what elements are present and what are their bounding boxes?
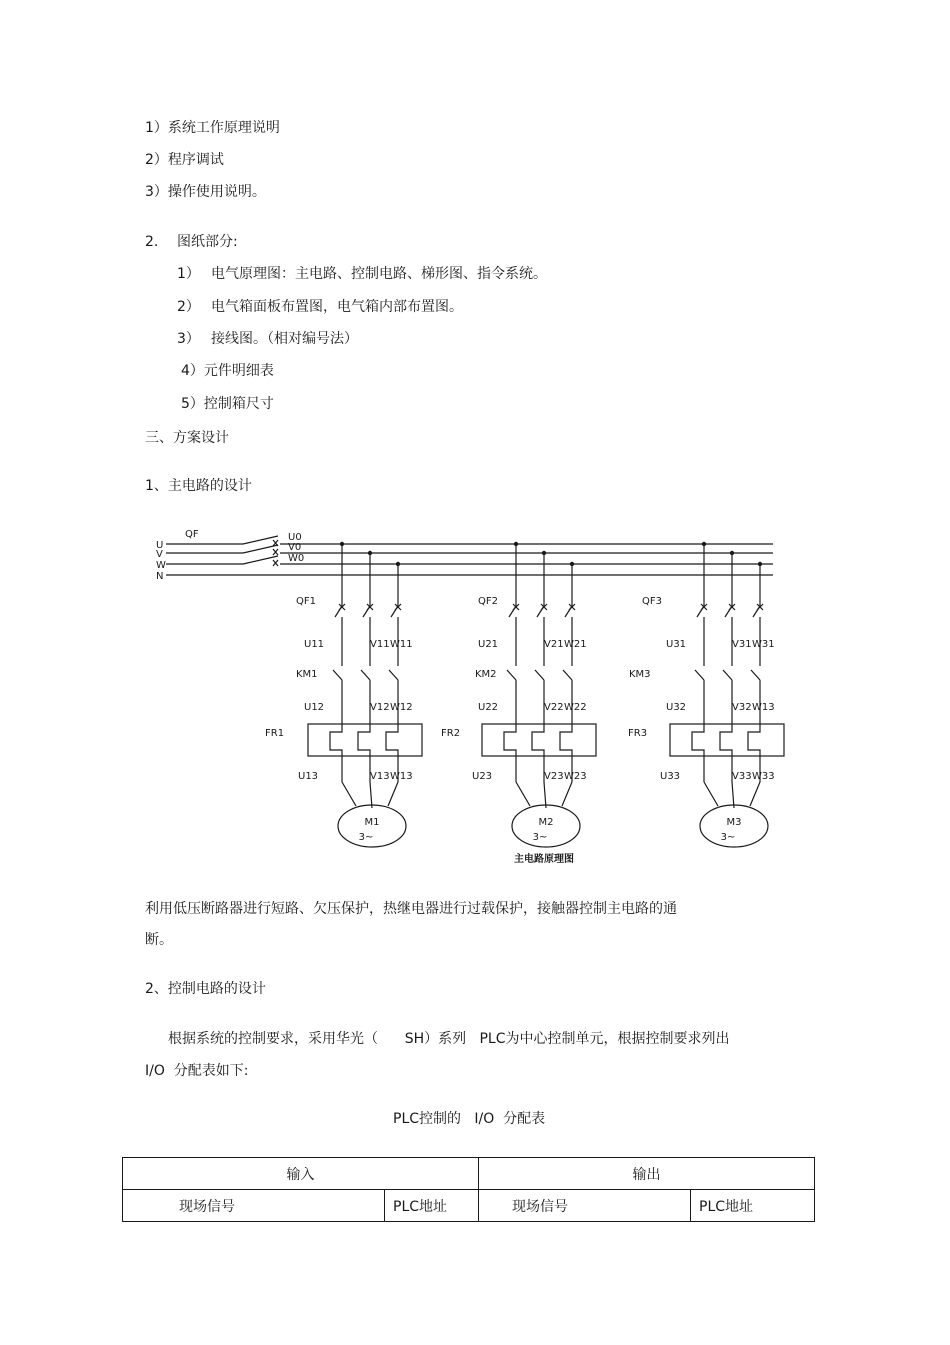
thermal-element	[358, 724, 370, 756]
wire-label: V22	[544, 702, 564, 713]
motor-phase-label: 3~	[532, 832, 548, 843]
motor-feed	[732, 782, 734, 808]
thermal-element	[330, 724, 342, 756]
wire-label: U21	[478, 639, 499, 650]
bus-label: V	[156, 549, 163, 560]
list-item: 4）元件明细表	[181, 363, 274, 379]
thermal-element	[560, 724, 572, 756]
table-header-output: 输出	[479, 1158, 815, 1190]
thermal-relay-box	[482, 724, 596, 756]
thermal-relay-label: FR3	[628, 728, 648, 739]
contactor-blade	[563, 670, 572, 680]
bus-label: U	[156, 540, 164, 551]
motor-feed	[704, 782, 718, 806]
wire-label: U13	[298, 771, 319, 782]
table-cell: PLC地址	[385, 1190, 479, 1222]
motor-feed	[750, 782, 760, 806]
contactor-label: KM3	[629, 669, 651, 680]
motor-feed	[342, 782, 356, 806]
list-item-number: 1）	[177, 266, 200, 282]
breaker-label: QF2	[478, 596, 498, 607]
thermal-relay-box	[670, 724, 784, 756]
wire-label: W23	[564, 771, 587, 782]
table-header-input: 输入	[123, 1158, 479, 1190]
contactor-blade	[361, 670, 370, 680]
contactor-blade	[535, 670, 544, 680]
list-item-number: 2）	[177, 299, 200, 315]
wire-label: U32	[666, 702, 687, 713]
paragraph-line: 利用低压断路器进行短路、欠压保护，热继电器进行过载保护，接触器控制主电路的通	[145, 901, 677, 917]
thermal-element	[532, 724, 544, 756]
contactor-blade	[333, 670, 342, 680]
bus-label: N	[156, 571, 164, 582]
breaker-label: QF1	[296, 596, 316, 607]
thermal-relay-label: FR1	[265, 728, 285, 739]
wire-label: U33	[660, 771, 681, 782]
motor-label: M1	[364, 817, 380, 828]
list-item: 2）程序调试	[145, 152, 224, 168]
list-item: 3）操作使用说明。	[145, 184, 266, 200]
motor-phase-label: 3~	[720, 832, 736, 843]
section-heading: 三、方案设计	[145, 430, 229, 446]
list-item: 5）控制箱尺寸	[181, 396, 274, 412]
qf-label: QF	[185, 529, 199, 540]
thermal-element	[720, 724, 732, 756]
subsection-heading: 2、控制电路的设计	[145, 981, 266, 997]
wire-label: W21	[564, 639, 587, 650]
paragraph-line: I/O 分配表如下:	[145, 1063, 249, 1079]
thermal-element	[748, 724, 760, 756]
wire-label: W13	[752, 702, 775, 713]
contactor-blade	[389, 670, 398, 680]
subsection-heading: 1、主电路的设计	[145, 478, 252, 494]
contactor-label: KM1	[296, 669, 318, 680]
thermal-element	[386, 724, 398, 756]
paragraph-line: 断。	[145, 932, 173, 948]
contactor-blade	[695, 670, 704, 680]
wire-label: W13	[390, 771, 413, 782]
section-number: 2.	[145, 234, 159, 250]
wire-label: W31	[752, 639, 775, 650]
wire-label: V11	[370, 639, 390, 650]
table-header-row	[123, 1158, 815, 1190]
bus-out-label: U0	[288, 532, 302, 543]
thermal-element	[504, 724, 516, 756]
motor-feed	[516, 782, 530, 806]
table-cell: 现场信号	[479, 1190, 691, 1222]
motor-feed	[388, 782, 398, 806]
list-item-number: 3）	[177, 331, 200, 347]
wire-label: V21	[544, 639, 564, 650]
wire-label: U22	[478, 702, 499, 713]
list-item: 电气箱面板布置图，电气箱内部布置图。	[211, 299, 463, 315]
contactor-label: KM2	[475, 669, 497, 680]
wire-label: W12	[390, 702, 413, 713]
motor-phase-label: 3~	[358, 832, 374, 843]
breaker-label: QF3	[642, 596, 662, 607]
list-item: 电气原理图：主电路、控制电路、梯形图、指令系统。	[211, 266, 547, 282]
table-cell: 现场信号	[123, 1190, 385, 1222]
motor-label: M3	[726, 817, 742, 828]
wire-label: W11	[390, 639, 413, 650]
wire-label: V32	[732, 702, 752, 713]
motor-feed	[370, 782, 372, 808]
motor-feed	[544, 782, 546, 808]
wire-label: U11	[304, 639, 325, 650]
bus-out-label: W0	[288, 553, 305, 564]
table-row	[123, 1190, 815, 1222]
contactor-blade	[507, 670, 516, 680]
io-allocation-table	[122, 1157, 815, 1222]
thermal-relay-label: FR2	[441, 728, 461, 739]
paragraph-line: 根据系统的控制要求，采用华光（ SH）系列 PLC为中心控制单元，根据控制要求列出	[168, 1031, 730, 1047]
wire-label: V13	[370, 771, 390, 782]
wire-label: U31	[666, 639, 687, 650]
wire-label: V12	[370, 702, 390, 713]
bus-out-label: V0	[288, 542, 302, 553]
bus-label: W	[156, 560, 166, 571]
wire-label: V23	[544, 771, 564, 782]
diagram-caption: 主电路原理图	[514, 854, 574, 865]
thermal-relay-box	[308, 724, 422, 756]
wire-label: W22	[564, 702, 587, 713]
wire-label: U23	[472, 771, 493, 782]
table-title: PLC控制的 I/O 分配表	[393, 1111, 546, 1127]
table-cell: PLC地址	[691, 1190, 815, 1222]
list-item: 接线图。（相对编号法）	[211, 331, 358, 347]
contactor-blade	[723, 670, 732, 680]
motor-label: M2	[538, 817, 554, 828]
section-title: 图纸部分:	[177, 234, 238, 250]
wire-label: V33	[732, 771, 752, 782]
main-circuit-diagram	[148, 520, 788, 870]
thermal-element	[692, 724, 704, 756]
motor-feed	[562, 782, 572, 806]
wire-label: U12	[304, 702, 325, 713]
wire-label: W33	[752, 771, 775, 782]
list-item: 1）系统工作原理说明	[145, 120, 280, 136]
wire-label: V31	[732, 639, 752, 650]
contactor-blade	[751, 670, 760, 680]
